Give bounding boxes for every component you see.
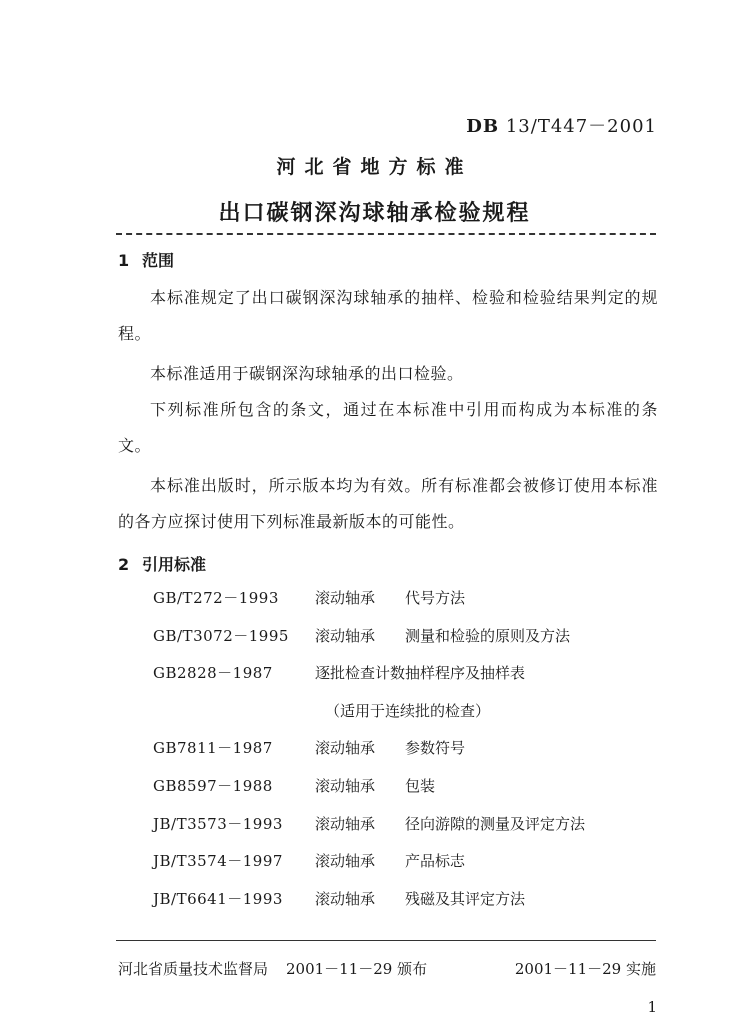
reference-code: GB2828－1987: [153, 664, 273, 683]
reference-name: 测量和检验的原则及方法: [405, 626, 571, 645]
reference-code: GB/T3072－1995: [153, 626, 289, 645]
reference-category: 滚动轴承: [315, 814, 376, 833]
document-code: [466, 112, 657, 138]
paragraph-scope: 本标准规定了出口碳钢深沟球轴承的抽样、检验和检验结果判定的规程。: [118, 288, 658, 343]
page-number: 1: [647, 998, 657, 1016]
reference-category: 滚动轴承: [315, 589, 376, 607]
section-1-heading: [118, 248, 174, 271]
footer-effective-date: 2001－11－29 实施: [514, 960, 656, 978]
reference-code: GB8597－1988: [153, 776, 273, 795]
reference-code: JB/T6641－1993: [153, 889, 283, 908]
reference-code: JB/T3574－1997: [153, 852, 283, 871]
reference-name: 包装: [405, 776, 436, 795]
reference-name: 产品标志: [405, 852, 466, 871]
reference-row: [153, 618, 653, 656]
document-title: 出口碳钢深沟球轴承检验规程: [218, 201, 531, 226]
reference-code: JB/T3573－1993: [153, 814, 283, 833]
reference-note: （适用于连续批的检查）: [325, 701, 491, 720]
section-1-title: 范围: [142, 251, 175, 270]
footer-issuer: 河北省质量技术监督局: [118, 960, 269, 978]
reference-note-row: [153, 693, 653, 731]
standard-type: 河北省地方标准: [276, 156, 473, 178]
reference-row: [153, 843, 653, 881]
reference-list: [153, 580, 653, 918]
reference-category: 滚动轴承: [315, 626, 376, 645]
document-code-number: 13/T447－2001: [499, 116, 657, 137]
reference-name: 代号方法: [405, 589, 466, 607]
footer-divider: [116, 940, 656, 941]
reference-category: 滚动轴承: [315, 852, 376, 871]
reference-name: 逐批检查计数抽样程序及抽样表: [315, 664, 526, 683]
reference-code: GB7811－1987: [153, 739, 273, 758]
reference-row: [153, 881, 653, 919]
reference-code: GB/T272－1993: [153, 589, 279, 607]
reference-category: 滚动轴承: [315, 776, 376, 795]
reference-category: 滚动轴承: [315, 739, 376, 758]
section-2-title: 引用标准: [142, 555, 207, 574]
reference-name: 径向游隙的测量及评定方法: [405, 814, 586, 833]
paragraph-versions: 本标准出版时，所示版本均为有效。所有标准都会被修订使用本标准的各方应探讨使用下列标准最新版本的可能性。: [118, 476, 658, 531]
paragraph-references: 下列标准所包含的条文，通过在本标准中引用而构成为本标准的条文。: [118, 400, 658, 455]
paragraph-applicability: 本标准适用于碳钢深沟球轴承的出口检验。: [150, 364, 464, 383]
reference-name: 参数符号: [405, 739, 466, 758]
reference-row: [153, 730, 653, 768]
reference-row: [153, 806, 653, 844]
section-2-heading: [118, 552, 206, 575]
section-2-number: 2: [118, 555, 130, 574]
reference-category: 滚动轴承: [315, 889, 376, 908]
title-divider: [116, 233, 656, 235]
section-1-number: 1: [118, 251, 130, 270]
reference-row: [153, 768, 653, 806]
reference-row: [153, 580, 653, 618]
reference-name: 残磁及其评定方法: [405, 889, 526, 908]
document-code-prefix: DB: [466, 116, 500, 137]
footer-issue-date: 2001－11－29 颁布: [286, 960, 428, 978]
reference-row: [153, 655, 653, 693]
